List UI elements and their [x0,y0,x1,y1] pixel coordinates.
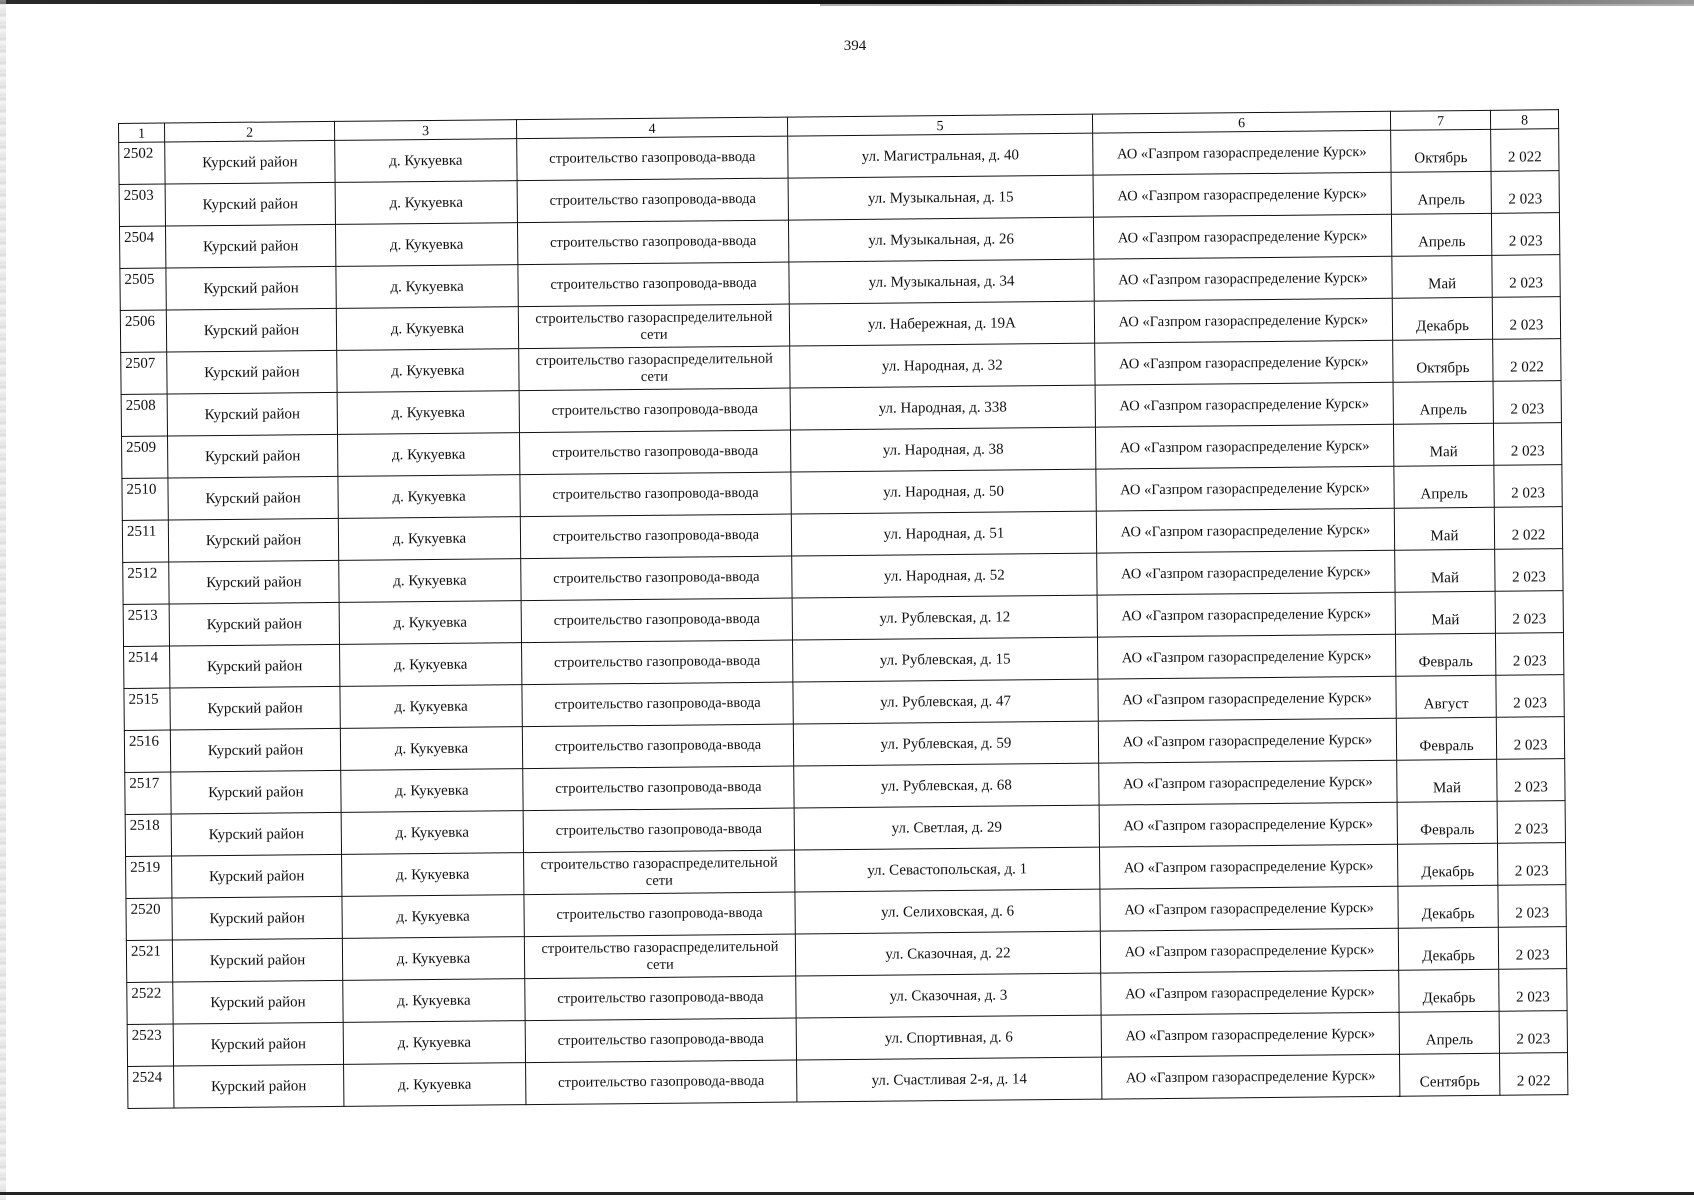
organization-cell: АО «Газпром газораспределение Курск» [1102,1054,1400,1099]
work-type-cell: строительство газопровода-ввода [526,1060,797,1105]
locality-cell: д. Кукуевка [342,937,524,981]
address-cell: ул. Счастливая 2-я, д. 14 [797,1057,1102,1102]
row-number-cell: 2518 [125,814,171,856]
work-type-cell: строительство газопровода-ввода [519,388,790,433]
year-cell: 2 023 [1499,969,1567,1012]
address-cell: ул. Народная, д. 51 [791,511,1096,556]
district-cell: Курский район [170,644,340,688]
district-cell: Курский район [168,518,338,562]
district-cell: Курский район [167,392,337,436]
district-cell: Курский район [166,266,336,310]
organization-cell: АО «Газпром газораспределение Курск» [1094,298,1392,343]
year-cell: 2 023 [1492,297,1560,340]
address-cell: ул. Музыкальная, д. 26 [788,217,1093,262]
address-cell: ул. Севастопольская, д. 1 [795,847,1100,892]
work-type-cell: строительство газопровода-ввода [522,724,793,769]
year-cell: 2 023 [1493,381,1561,424]
district-cell: Курский район [170,728,340,772]
address-cell: ул. Набережная, д. 19А [789,301,1094,346]
organization-cell: АО «Газпром газораспределение Курск» [1093,130,1391,175]
district-cell: Курский район [169,560,339,604]
page-number: 394 [843,38,867,54]
year-cell: 2 023 [1496,675,1564,718]
district-cell: Курский район [172,938,342,982]
address-cell: ул. Народная, д. 338 [790,385,1095,430]
row-number-cell: 2522 [127,982,173,1024]
locality-cell: д. Кукуевка [344,1063,526,1107]
year-cell: 2 023 [1491,171,1559,214]
address-cell: ул. Музыкальная, д. 34 [789,259,1094,304]
year-cell: 2 022 [1493,339,1561,382]
district-cell: Курский район [172,854,342,898]
year-cell: 2 023 [1495,591,1563,634]
address-cell: ул. Селиховская, д. 6 [795,889,1100,934]
month-cell: Февраль [1395,633,1495,676]
organization-cell: АО «Газпром газораспределение Курск» [1094,256,1392,301]
scan-border-left [0,0,6,1200]
year-cell: 2 023 [1495,633,1563,676]
address-cell: ул. Народная, д. 38 [790,427,1095,472]
organization-cell: АО «Газпром газораспределение Курск» [1099,802,1397,847]
work-type-cell: строительство газопровода-ввода [517,136,788,181]
organization-cell: АО «Газпром газораспределение Курск» [1099,760,1397,805]
column-header: 5 [787,114,1092,136]
column-header: 8 [1490,110,1558,130]
year-cell: 2 022 [1494,507,1562,550]
organization-cell: АО «Газпром газораспределение Курск» [1095,382,1393,427]
month-cell: Апрель [1391,213,1491,256]
row-number-cell: 2510 [122,478,168,520]
column-header: 7 [1390,110,1490,130]
month-cell: Февраль [1397,801,1497,844]
locality-cell: д. Кукуевка [336,265,518,309]
month-cell: Апрель [1391,171,1491,214]
locality-cell: д. Кукуевка [338,517,520,561]
locality-cell: д. Кукуевка [339,601,521,645]
address-cell: ул. Светлая, д. 29 [794,805,1099,850]
address-cell: ул. Спортивная, д. 6 [796,1015,1101,1060]
organization-cell: АО «Газпром газораспределение Курск» [1096,466,1394,511]
work-type-cell: строительство газопровода-ввода [517,178,788,223]
row-number-cell: 2505 [120,268,166,310]
column-header: 2 [165,121,335,142]
organization-cell: АО «Газпром газораспределение Курск» [1097,634,1395,679]
year-cell: 2 023 [1498,885,1566,928]
locality-cell: д. Кукуевка [343,1021,525,1065]
row-number-cell: 2503 [119,184,165,226]
month-cell: Май [1394,507,1494,550]
year-cell: 2 023 [1497,843,1565,886]
month-cell: Май [1393,423,1493,466]
column-header: 6 [1092,111,1390,133]
work-type-cell: строительство газопровода-ввода [521,598,792,643]
work-type-cell: строительство газопровода-ввода [517,220,788,265]
month-cell: Август [1396,675,1496,718]
month-cell: Декабрь [1398,927,1498,970]
month-cell: Май [1392,255,1492,298]
district-cell: Курский район [170,686,340,730]
row-number-cell: 2524 [128,1066,174,1108]
organization-cell: АО «Газпром газораспределение Курск» [1098,676,1396,721]
locality-cell: д. Кукуевка [342,895,524,939]
row-number-cell: 2515 [124,688,170,730]
address-cell: ул. Рублевская, д. 47 [793,679,1098,724]
scan-border-bottom [0,1192,1694,1195]
column-header: 1 [119,123,165,142]
address-cell: ул. Народная, д. 52 [792,553,1097,598]
locality-cell: д. Кукуевка [343,979,525,1023]
year-cell: 2 023 [1492,255,1560,298]
row-number-cell: 2520 [126,898,172,940]
year-cell: 2 023 [1496,717,1564,760]
organization-cell: АО «Газпром газораспределение Курск» [1098,718,1396,763]
work-type-cell: строительство газопровода-ввода [524,892,795,937]
address-cell: ул. Народная, д. 50 [791,469,1096,514]
locality-cell: д. Кукуевка [341,811,523,855]
row-number-cell: 2521 [126,940,172,982]
district-cell: Курский район [165,140,335,184]
work-type-cell: строительство газопровода-ввода [520,514,791,559]
organization-cell: АО «Газпром газораспределение Курск» [1101,1012,1399,1057]
organization-cell: АО «Газпром газораспределение Курск» [1096,508,1394,553]
work-type-cell: строительство газопровода-ввода [523,766,794,811]
organization-cell: АО «Газпром газораспределение Курск» [1097,550,1395,595]
organization-cell: АО «Газпром газораспределение Курск» [1097,592,1395,637]
row-number-cell: 2504 [119,226,165,268]
address-cell: ул. Рублевская, д. 12 [792,595,1097,640]
locality-cell: д. Кукуевка [337,391,519,435]
work-type-cell: строительство газопровода-ввода [519,430,790,475]
district-cell: Курский район [167,350,337,394]
address-cell: ул. Рублевская, д. 15 [792,637,1097,682]
row-number-cell: 2502 [119,142,165,184]
address-cell: ул. Сказочная, д. 22 [795,931,1100,976]
locality-cell: д. Кукуевка [335,181,517,225]
row-number-cell: 2514 [124,646,170,688]
year-cell: 2 023 [1497,759,1565,802]
table-body [119,129,1568,1109]
locality-cell: д. Кукуевка [336,307,518,351]
locality-cell: д. Кукуевка [340,643,522,687]
work-type-cell: строительство газораспределительной сети [524,850,795,895]
year-cell: 2 022 [1491,129,1559,172]
organization-cell: АО «Газпром газораспределение Курск» [1093,172,1391,217]
year-cell: 2 023 [1498,927,1566,970]
district-cell: Курский район [173,1022,343,1066]
district-cell: Курский район [168,434,338,478]
row-number-cell: 2512 [123,562,169,604]
work-type-cell: строительство газопровода-ввода [520,472,791,517]
organization-cell: АО «Газпром газораспределение Курск» [1095,424,1393,469]
organization-cell: АО «Газпром газораспределение Курск» [1100,886,1398,931]
district-cell: Курский район [171,770,341,814]
address-cell: ул. Рублевская, д. 59 [793,721,1098,766]
work-type-cell: строительство газораспределительной сети [518,304,789,349]
locality-cell: д. Кукуевка [338,475,520,519]
month-cell: Декабрь [1399,969,1499,1012]
month-cell: Май [1395,591,1495,634]
row-number-cell: 2523 [127,1024,173,1066]
work-type-cell: строительство газопровода-ввода [525,1018,796,1063]
column-header: 4 [516,117,787,139]
work-type-cell: строительство газопровода-ввода [521,556,792,601]
scan-border-top-shadow [820,4,1694,6]
locality-cell: д. Кукуевка [337,349,519,393]
work-type-cell: строительство газопровода-ввода [525,976,796,1021]
locality-cell: д. Кукуевка [342,853,524,897]
year-cell: 2 023 [1494,465,1562,508]
column-header: 3 [334,120,516,141]
year-cell: 2 023 [1493,423,1561,466]
address-cell: ул. Музыкальная, д. 15 [788,175,1093,220]
row-number-cell: 2508 [121,394,167,436]
work-type-cell: строительство газопровода-ввода [522,640,793,685]
locality-cell: д. Кукуевка [337,433,519,477]
work-type-cell: строительство газопровода-ввода [522,682,793,727]
locality-cell: д. Кукуевка [340,727,522,771]
month-cell: Декабрь [1392,297,1492,340]
row-number-cell: 2519 [126,856,172,898]
month-cell: Апрель [1394,465,1494,508]
locality-cell: д. Кукуевка [335,139,517,183]
document-sheet [118,109,1567,1109]
row-number-cell: 2517 [125,772,171,814]
work-type-cell: строительство газопровода-ввода [523,808,794,853]
month-cell: Октябрь [1391,129,1491,172]
district-cell: Курский район [168,476,338,520]
row-number-cell: 2509 [122,436,168,478]
district-cell: Курский район [165,224,335,268]
month-cell: Апрель [1399,1011,1499,1054]
district-cell: Курский район [166,308,336,352]
locality-cell: д. Кукуевка [339,559,521,603]
year-cell: 2 023 [1495,549,1563,592]
address-cell: ул. Магистральная, д. 40 [788,133,1093,178]
district-cell: Курский район [174,1064,344,1108]
organization-cell: АО «Газпром газораспределение Курск» [1099,844,1397,889]
address-cell: ул. Рублевская, д. 68 [794,763,1099,808]
month-cell: Октябрь [1393,339,1493,382]
work-type-cell: строительство газопровода-ввода [518,262,789,307]
district-cell: Курский район [172,896,342,940]
locality-cell: д. Кукуевка [335,223,517,267]
district-cell: Курский район [171,812,341,856]
gasification-table [118,109,1568,1109]
locality-cell: д. Кукуевка [340,685,522,729]
organization-cell: АО «Газпром газораспределение Курск» [1101,970,1399,1015]
month-cell: Декабрь [1398,885,1498,928]
month-cell: Апрель [1393,381,1493,424]
year-cell: 2 022 [1499,1053,1567,1096]
address-cell: ул. Народная, д. 32 [790,343,1095,388]
district-cell: Курский район [169,602,339,646]
row-number-cell: 2511 [122,520,168,562]
organization-cell: АО «Газпром газораспределение Курск» [1095,340,1393,385]
address-cell: ул. Сказочная, д. 3 [796,973,1101,1018]
year-cell: 2 023 [1499,1011,1567,1054]
district-cell: Курский район [165,182,335,226]
work-type-cell: строительство газораспределительной сети [519,346,790,391]
row-number-cell: 2506 [120,310,166,352]
row-number-cell: 2513 [123,604,169,646]
organization-cell: АО «Газпром газораспределение Курск» [1093,214,1391,259]
month-cell: Февраль [1396,717,1496,760]
locality-cell: д. Кукуевка [341,769,523,813]
month-cell: Май [1397,759,1497,802]
month-cell: Декабрь [1397,843,1497,886]
year-cell: 2 023 [1491,213,1559,256]
work-type-cell: строительство газораспределительной сети [524,934,795,979]
district-cell: Курский район [173,980,343,1024]
year-cell: 2 023 [1497,801,1565,844]
organization-cell: АО «Газпром газораспределение Курск» [1100,928,1398,973]
month-cell: Май [1395,549,1495,592]
row-number-cell: 2507 [121,352,167,394]
month-cell: Сентябрь [1399,1053,1499,1096]
row-number-cell: 2516 [124,730,170,772]
